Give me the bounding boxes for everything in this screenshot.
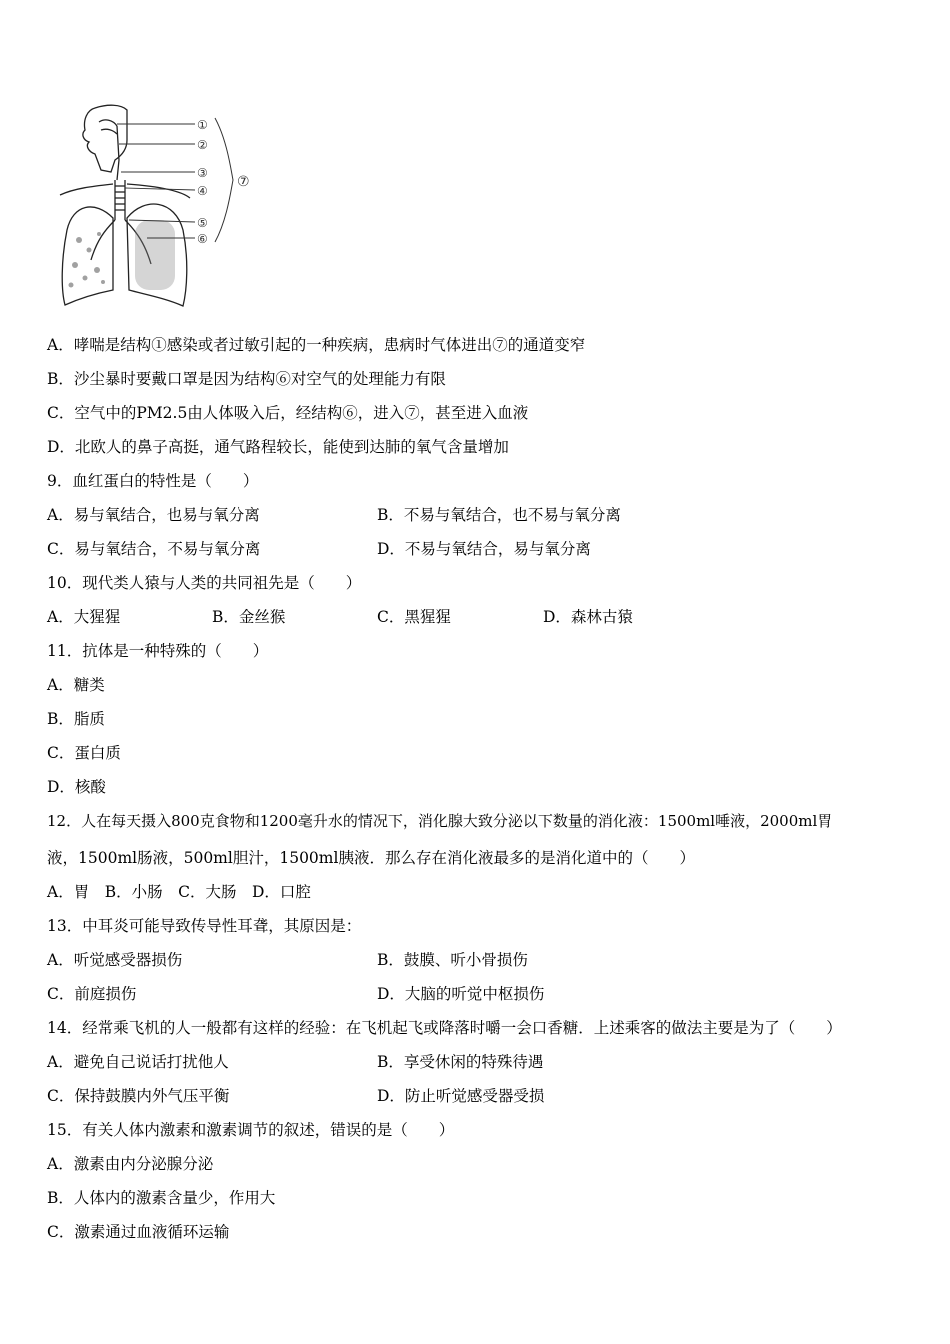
q15-stem: 15．有关人体内激素和激素调节的叙述，错误的是（ ） <box>47 1121 455 1139</box>
q13-option-d: D．大脑的听觉中枢损伤 <box>377 985 545 1003</box>
respiratory-system-diagram <box>55 100 280 312</box>
q13-option-b: B．鼓膜、听小骨损伤 <box>377 951 528 969</box>
q10-option-d: D．森林古猿 <box>543 608 633 626</box>
q14-option-c: C．保持鼓膜内外气压平衡 <box>47 1087 230 1105</box>
q15-option-a: A．激素由内分泌腺分泌 <box>47 1155 214 1173</box>
q10-stem: 10．现代类人猿与人类的共同祖先是（ ） <box>47 574 362 592</box>
q13-option-a: A．听觉感受器损伤 <box>47 951 183 969</box>
q9-option-c: C．易与氧结合，不易与氧分离 <box>47 540 261 558</box>
q11-option-d: D．核酸 <box>47 778 106 796</box>
q11-option-b: B．脂质 <box>47 710 105 728</box>
q9-option-d: D．不易与氧结合，易与氧分离 <box>377 540 591 558</box>
q13-stem: 13．中耳炎可能导致传导性耳聋，其原因是： <box>47 917 362 935</box>
q9-stem: 9．血红蛋白的特性是（ ） <box>47 472 259 490</box>
q10-option-b: B．金丝猴 <box>212 608 286 626</box>
q12-options: A．胃 B．小肠 C．大肠 D．口腔 <box>47 883 311 901</box>
q8-option-d: D．北欧人的鼻子高挺，通气路程较长，能使到达肺的氧气含量增加 <box>47 438 509 456</box>
q14-option-a: A．避免自己说话打扰他人 <box>47 1053 229 1071</box>
q12-stem-line2: 液，1500ml肠液，500ml胆汁，1500ml胰液．那么存在消化液最多的是消化道中的（ ） <box>47 849 695 867</box>
q9-option-a: A．易与氧结合，也易与氧分离 <box>47 506 260 524</box>
q13-option-c: C．前庭损伤 <box>47 985 137 1003</box>
q11-option-c: C．蛋白质 <box>47 744 121 762</box>
q10-option-a: A．大猩猩 <box>47 608 121 626</box>
label-4: ④ <box>197 184 208 198</box>
label-5: ⑤ <box>197 216 208 230</box>
q15-option-b: B．人体内的激素含量少，作用大 <box>47 1189 276 1207</box>
q8-option-c: C．空气中的PM2.5由人体吸入后，经结构⑥，进入⑦，甚至进入血液 <box>47 404 529 422</box>
label-1: ① <box>197 118 208 132</box>
q14-option-d: D．防止听觉感受器受损 <box>377 1087 545 1105</box>
q14-option-b: B．享受休闲的特殊待遇 <box>377 1053 544 1071</box>
label-7: ⑦ <box>237 174 250 190</box>
label-3: ③ <box>197 166 208 180</box>
label-2: ② <box>197 138 208 152</box>
q8-option-a: A．哮喘是结构①感染或者过敏引起的一种疾病，患病时气体进出⑦的通道变窄 <box>47 336 586 354</box>
q11-option-a: A．糖类 <box>47 676 105 694</box>
q9-option-b: B．不易与氧结合，也不易与氧分离 <box>377 506 621 524</box>
q15-option-c: C．激素通过血液循环运输 <box>47 1223 230 1241</box>
q12-stem-line1: 12．人在每天摄入800克食物和1200毫升水的情况下，消化腺大致分泌以下数量的消化液：1500ml唾液，2000ml胃 <box>47 812 833 830</box>
label-6: ⑥ <box>197 232 208 246</box>
q14-stem: 14．经常乘飞机的人一般都有这样的经验：在飞机起飞或降落时嚼一会口香糖．上述乘客的做法主要是为了（ ） <box>47 1019 842 1037</box>
q8-option-b: B．沙尘暴时要戴口罩是因为结构⑥对空气的处理能力有限 <box>47 370 446 388</box>
q10-option-c: C．黑猩猩 <box>377 608 451 626</box>
q11-stem: 11．抗体是一种特殊的（ ） <box>47 642 269 660</box>
